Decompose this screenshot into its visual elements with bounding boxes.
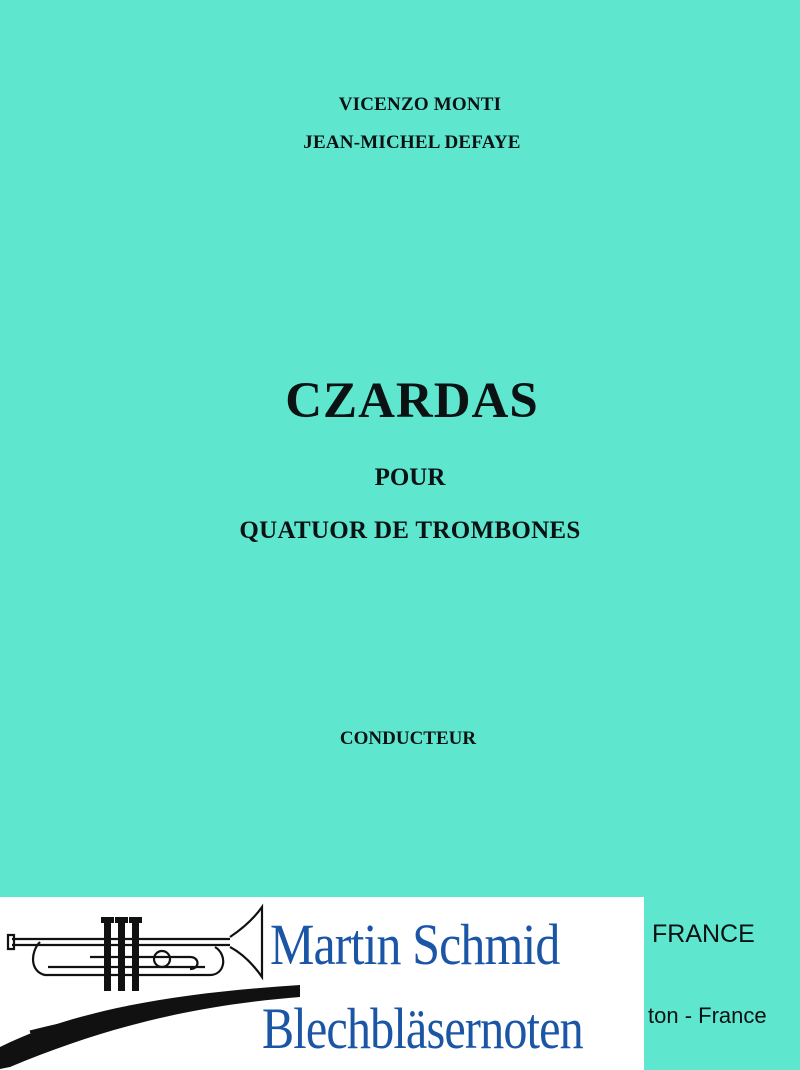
logo-wordmark-line-2: Blechbläsernoten <box>262 996 583 1061</box>
publisher-city: ton - France <box>648 1003 767 1028</box>
logo-wordmark-line-1: Martin Schmid <box>270 912 560 977</box>
score-title: CZARDAS <box>285 373 539 429</box>
edition-label: CONDUCTEUR <box>339 728 477 749</box>
retailer-logo-stamp <box>0 897 644 1070</box>
subtitle-line-1: POUR <box>374 464 446 491</box>
trumpet-icon <box>0 897 300 1070</box>
subtitle-line-2: QUATUOR DE TROMBONES <box>239 517 581 544</box>
publisher-country: FRANCE <box>652 920 755 948</box>
composer-name: VICENZO MONTI <box>338 94 502 115</box>
arranger-name: JEAN-MICHEL DEFAYE <box>303 132 521 153</box>
